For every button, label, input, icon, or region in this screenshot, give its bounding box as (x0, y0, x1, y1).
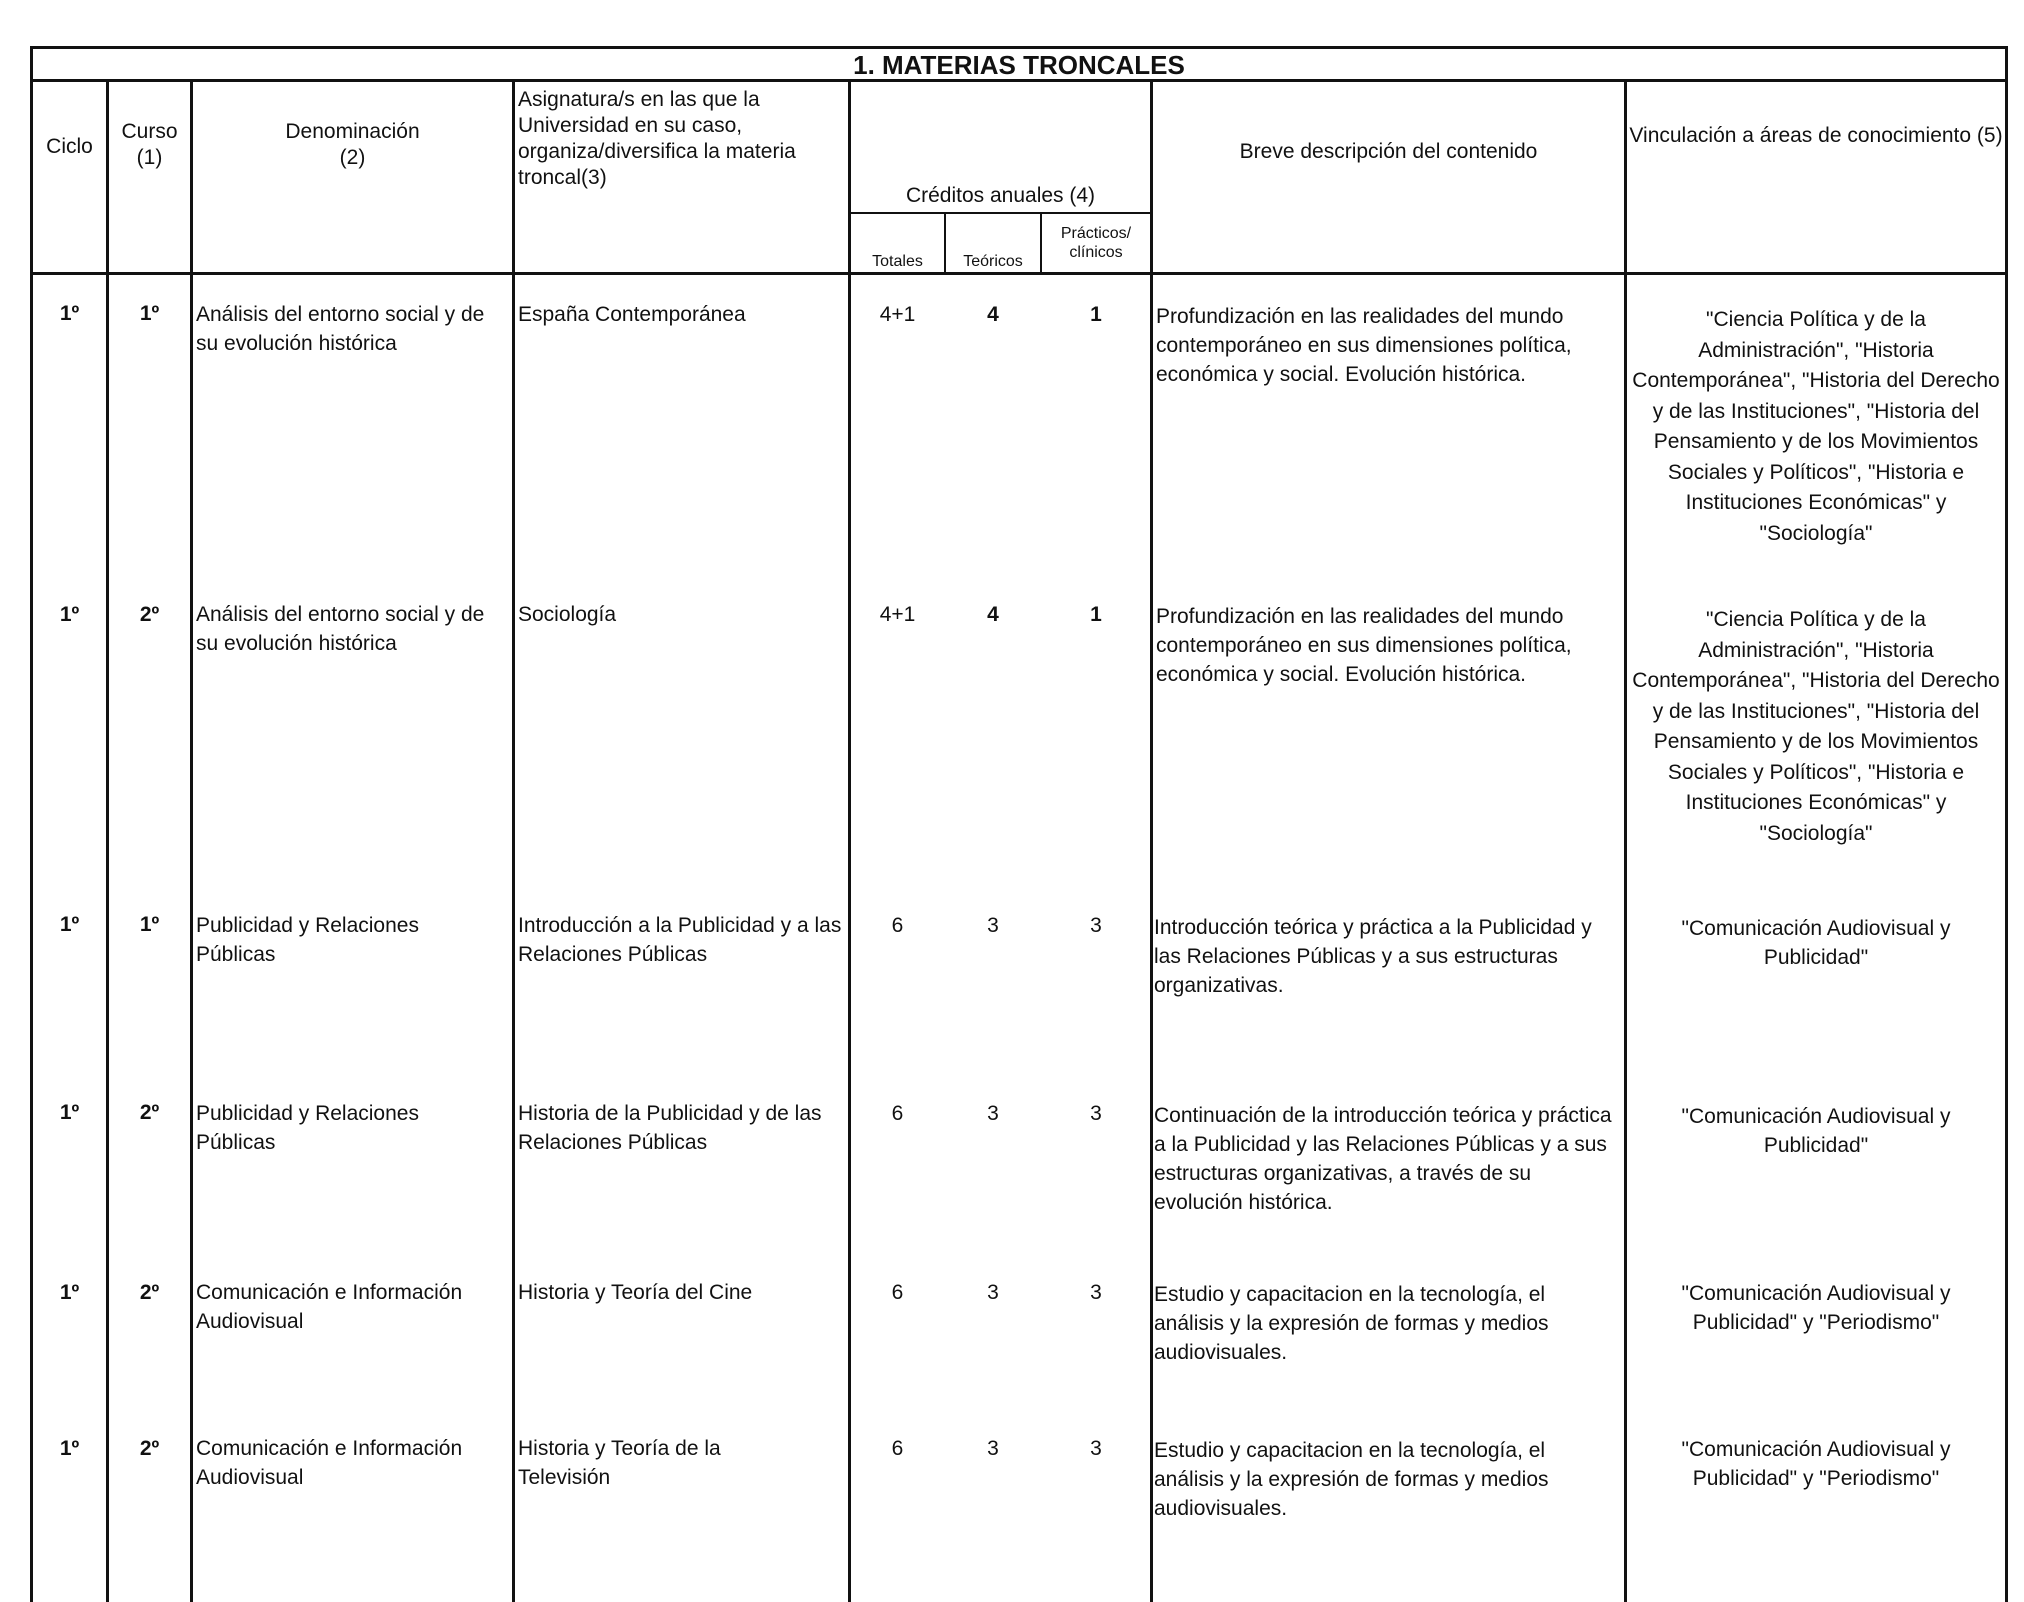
cell-curso: 2º (139, 1437, 160, 1460)
header-totales: Totales (872, 253, 923, 270)
cell-curso: 1º (139, 913, 160, 936)
cell-teoricos: 4 (987, 603, 999, 626)
cell-areas: "Comunicación Audiovisual y Publicidad" (1681, 917, 1951, 969)
cell-totales: 6 (891, 914, 904, 937)
rule (1150, 82, 1153, 1602)
cell-teoricos: 3 (987, 1281, 999, 1304)
materias-troncales-table (30, 46, 2008, 1566)
cell-curso: 2º (139, 1101, 160, 1124)
cell-curso: 1º (139, 302, 160, 325)
cell-asignatura: Sociología (518, 603, 617, 626)
rule (512, 82, 515, 1602)
cell-areas: "Ciencia Política y de la Administración", "Historia Contemporánea", "Historia del Derecho y de las Instituciones", "Historia del Pensamiento y de los Movimientos Sociales y Políticos", "Historia e Instituciones Económicas" y "Sociología" (1632, 608, 2000, 845)
cell-practicos: 3 (1090, 1281, 1102, 1304)
cell-denominacion: Análisis del entorno social y de su evolución histórica (196, 603, 485, 655)
rule (190, 82, 193, 1602)
cell-asignatura: Introducción a la Publicidad y a las Relaciones Públicas (518, 914, 842, 966)
cell-descripcion: Estudio y capacitacion en la tecnología, el análisis y la expresión de formas y medios audiovisuales. (1154, 1439, 1549, 1520)
cell-denominacion: Comunicación e Información Audiovisual (196, 1437, 463, 1489)
cell-teoricos: 4 (987, 303, 999, 326)
header-denominacion: Denominación (2) (285, 120, 420, 169)
cell-totales: 6 (891, 1281, 904, 1304)
cell-descripcion: Profundización en las realidades del mundo contemporáneo en sus dimensiones política, económica y social. Evolución histórica. (1156, 305, 1572, 386)
rule (2005, 82, 2008, 1602)
header-teoricos: Teóricos (963, 253, 1023, 270)
header-descripcion: Breve descripción del contenido (1239, 140, 1538, 163)
header-practicos: Prácticos/ clínicos (1060, 225, 1132, 261)
cell-asignatura: España Contemporánea (518, 303, 746, 326)
rule (848, 212, 1150, 214)
cell-denominacion: Análisis del entorno social y de su evolución histórica (196, 303, 485, 355)
cell-denominacion: Publicidad y Relaciones Públicas (196, 1102, 419, 1154)
cell-practicos: 1 (1090, 603, 1102, 626)
cell-totales: 4+1 (879, 303, 916, 326)
cell-ciclo: 1º (59, 913, 80, 936)
cell-practicos: 3 (1090, 1437, 1102, 1460)
rule (30, 272, 2008, 275)
cell-practicos: 1 (1090, 303, 1102, 326)
cell-areas: "Comunicación Audiovisual y Publicidad" y "Periodismo" (1681, 1438, 1951, 1490)
cell-areas: "Comunicación Audiovisual y Publicidad" (1681, 1105, 1951, 1157)
cell-descripcion: Profundización en las realidades del mundo contemporáneo en sus dimensiones política, económica y social. Evolución histórica. (1156, 605, 1572, 686)
cell-asignatura: Historia de la Publicidad y de las Relaciones Públicas (518, 1102, 822, 1154)
header-creditos: Créditos anuales (4) (905, 184, 1096, 207)
header-vinculacion: Vinculación a áreas de conocimiento (5) (1629, 124, 2003, 147)
cell-totales: 4+1 (879, 603, 916, 626)
cell-denominacion: Publicidad y Relaciones Públicas (196, 914, 419, 966)
cell-descripcion: Estudio y capacitacion en la tecnología, el análisis y la expresión de formas y medios audiovisuales. (1154, 1283, 1549, 1364)
table-title: 1. MATERIAS TRONCALES (30, 46, 2008, 82)
cell-ciclo: 1º (59, 1437, 80, 1460)
rule (1624, 82, 1627, 1602)
cell-ciclo: 1º (59, 1101, 80, 1124)
cell-practicos: 3 (1090, 914, 1102, 937)
cell-asignatura: Historia y Teoría de la Televisión (518, 1437, 721, 1489)
cell-teoricos: 3 (987, 914, 999, 937)
cell-curso: 2º (139, 603, 160, 626)
cell-descripcion: Continuación de la introducción teórica y práctica a la Publicidad y las Relaciones Públicas y a sus estructuras organizativas, a través de su evolución histórica. (1154, 1104, 1612, 1214)
cell-totales: 6 (891, 1437, 904, 1460)
cell-asignatura: Historia y Teoría del Cine (518, 1281, 753, 1304)
cell-ciclo: 1º (59, 302, 80, 325)
cell-ciclo: 1º (59, 603, 80, 626)
cell-teoricos: 3 (987, 1437, 999, 1460)
header-asignatura: Asignatura/s en las que la Universidad en su caso, organiza/diversifica la materia troncal(3) (518, 88, 796, 189)
cell-practicos: 3 (1090, 1102, 1102, 1125)
header-ciclo: Ciclo (46, 135, 93, 158)
cell-descripcion: Introducción teórica y práctica a la Publicidad y las Relaciones Públicas y a sus estructuras organizativas. (1154, 916, 1592, 997)
cell-denominacion: Comunicación e Información Audiovisual (196, 1281, 463, 1333)
cell-areas: "Comunicación Audiovisual y Publicidad" y "Periodismo" (1681, 1282, 1951, 1334)
header-curso: Curso (1) (121, 120, 178, 169)
cell-teoricos: 3 (987, 1102, 999, 1125)
cell-curso: 2º (139, 1281, 160, 1304)
cell-totales: 6 (891, 1102, 904, 1125)
cell-ciclo: 1º (59, 1281, 80, 1304)
cell-areas: "Ciencia Política y de la Administración", "Historia Contemporánea", "Historia del Derecho y de las Instituciones", "Historia del Pensamiento y de los Movimientos Sociales y Políticos", "Historia e Instituciones Económicas" y "Sociología" (1632, 308, 2000, 545)
